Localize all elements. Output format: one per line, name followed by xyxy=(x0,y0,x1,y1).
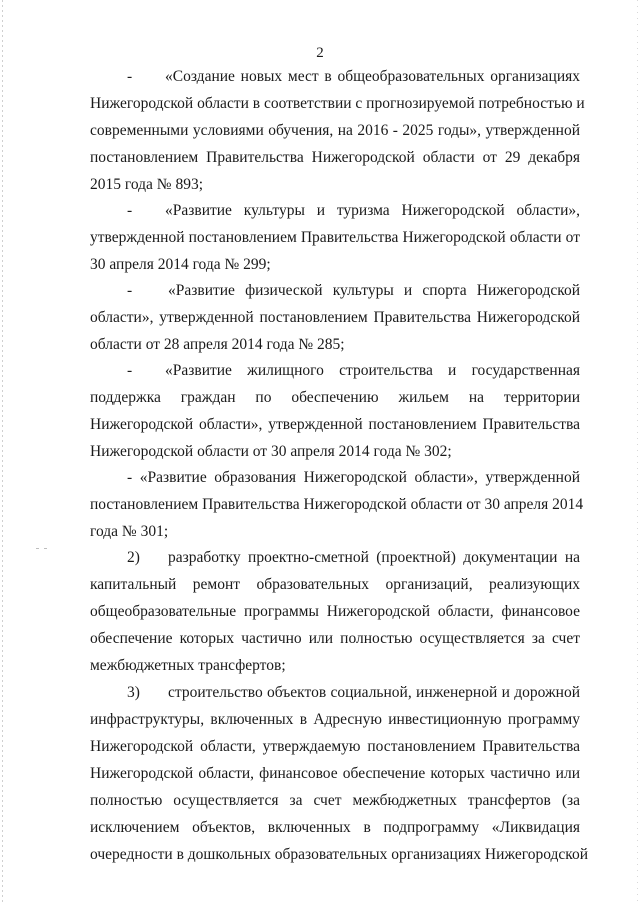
paragraph-line: «Развитие физической культуры и спорта Нижегородской xyxy=(168,282,580,299)
paragraph-line: утвержденной постановлением Правительства Нижегородской области от xyxy=(90,229,580,246)
paragraph-line: постановлением Правительства Нижегородской области от 29 декабря xyxy=(90,149,580,166)
scan-edge-left xyxy=(2,0,3,905)
paragraph-line: Нижегородской области, утверждаемую постановлением Правительства xyxy=(90,738,580,755)
paragraph-line: года № 301; xyxy=(90,523,169,540)
paragraph-line: «Развитие жилищного строительства и государственная xyxy=(165,362,580,379)
paragraph-line: разработку проектно-сметной (проектной) документации на xyxy=(168,549,580,566)
paragraph-line: поддержка граждан по обеспечению жильем на территории xyxy=(90,389,580,406)
paragraph-line: 30 апреля 2014 года № 299; xyxy=(90,256,271,273)
paragraph-line: обеспечение которых частично или полностью осуществляется за счет xyxy=(90,630,580,647)
paragraph-line: - «Развитие образования Нижегородской области», утвержденной xyxy=(127,469,580,486)
list-marker: - xyxy=(127,68,133,85)
paragraph-line: постановлением Правительства Нижегородской области от 30 апреля 2014 xyxy=(90,496,584,513)
scan-speck xyxy=(44,548,47,549)
paragraph-line: области от 28 апреля 2014 года № 285; xyxy=(90,336,345,353)
paragraph-line: строительство объектов социальной, инженерной и дорожной xyxy=(168,684,580,701)
scan-speck xyxy=(36,548,39,549)
paragraph-line: исключением объектов, включенных в подпрограмму «Ликвидация xyxy=(90,819,580,836)
paragraph-line: Нижегородской области в соответствии с прогнозируемой потребностью и xyxy=(90,95,585,112)
paragraph-line: Нижегородской области, финансовое обеспечение которых частично или xyxy=(90,765,580,782)
paragraph-line: общеобразовательные программы Нижегородской области, финансовое xyxy=(90,603,580,620)
paragraph-line: полностью осуществляется за счет межбюджетных трансфертов (за xyxy=(90,792,580,809)
paragraph-line: капитальный ремонт образовательных организаций, реализующих xyxy=(90,576,580,593)
paragraph-line: инфраструктуры, включенных в Адресную инвестиционную программу xyxy=(90,711,580,728)
paragraph-line: «Создание новых мест в общеобразовательных организациях xyxy=(165,68,580,85)
page-number: 2 xyxy=(316,45,324,61)
paragraph-line: межбюджетных трансфертов; xyxy=(90,657,286,674)
list-marker: - xyxy=(127,282,133,299)
list-marker: - xyxy=(127,202,133,219)
list-marker: 2) xyxy=(127,549,140,566)
paragraph-line: современными условиями обучения, на 2016 - 2025 годы», утвержденной xyxy=(90,122,580,139)
paragraph-line: 2015 года № 893; xyxy=(90,176,204,193)
paragraph-line: области», утвержденной постановлением Правительства Нижегородской xyxy=(90,309,580,326)
paragraph-line: Нижегородской области», утвержденной постановлением Правительства xyxy=(90,416,580,433)
paragraph-line: «Развитие культуры и туризма Нижегородской области», xyxy=(165,202,580,219)
scan-edge-right xyxy=(637,0,638,905)
list-marker: - xyxy=(127,362,133,379)
paragraph-line: очередности в дошкольных образовательных организациях Нижегородской xyxy=(90,846,589,863)
list-marker: 3) xyxy=(127,684,140,701)
paragraph-line: Нижегородской области от 30 апреля 2014 года № 302; xyxy=(90,443,452,460)
